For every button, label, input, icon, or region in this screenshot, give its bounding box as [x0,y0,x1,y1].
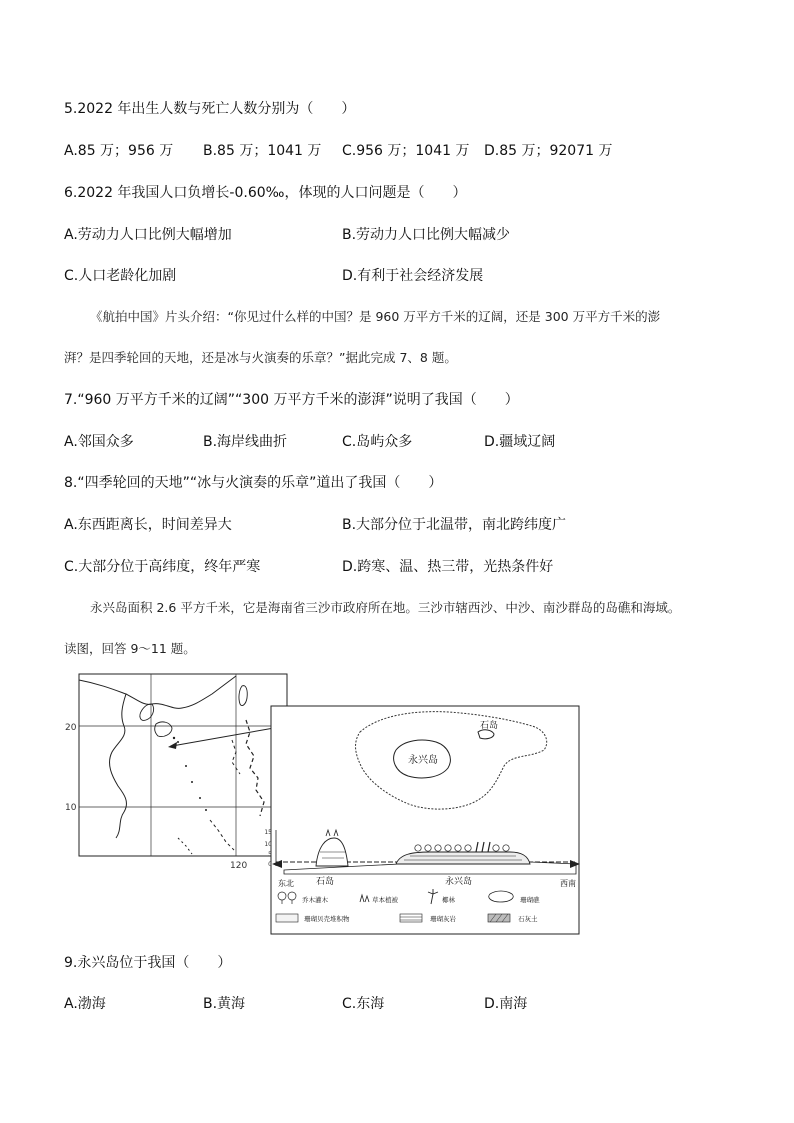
q5-option-a: A.85 万；956 万 [64,143,174,159]
q7-option-d: D.疆域辽阔 [484,434,556,450]
q6-option-c: C.人口老龄化加剧 [64,268,177,284]
lon-120-label: 120 [230,861,248,871]
yongxing-island-figure [60,670,584,938]
island-small-label: 石岛 [480,721,499,731]
legend-palm: 椰林 [442,896,455,904]
q6-option-d: D.有利于社会经济发展 [342,268,484,284]
south-china-sea-location-map [65,674,287,871]
intro-7-8-line-1: 《航拍中国》片头介绍：“你见过什么样的中国？是 960 万平方千米的辽阔，还是 300 万平方千米的澎 [90,309,661,324]
question-9-stem: 9.永兴岛位于我国（ ） [64,955,232,971]
q7-option-b: B.海岸线曲折 [203,434,288,450]
lat-10-label: 10 [65,803,77,813]
svg-text:10: 10 [264,841,272,848]
reef-icon [489,891,514,902]
q8-option-b: B.大部分位于北温带，南北跨纬度广 [342,517,567,533]
q7-option-a: A.邻国众多 [64,434,134,450]
section-left-label: 东北 [278,879,294,888]
svg-text:0: 0 [268,861,272,868]
q9-option-c: C.东海 [342,996,385,1012]
island-main-label: 永兴岛 [408,755,438,766]
legend-lime-soil: 石灰土 [518,915,538,923]
q9-option-a: A.渤海 [64,996,106,1012]
legend-limestone: 珊瑚灰岩 [430,915,456,923]
intro-9-11-line-2: 读图，回答 9～11 题。 [64,641,196,656]
q5-option-d: D.85 万；92071 万 [484,143,613,159]
yongxing-island-inset [264,706,580,934]
legend-shell-deposit: 珊瑚贝壳堆积物 [304,915,350,923]
lat-20-label: 20 [65,723,77,733]
q5-option-c: C.956 万；1041 万 [342,143,470,159]
legend-swatch-limestone [400,914,422,922]
section-right-label: 西南 [560,879,576,888]
intro-7-8-line-2: 湃？是四季轮回的天地，还是冰与火演奏的乐章？”据此完成 7、8 题。 [64,350,457,365]
q9-option-d: D.南海 [484,996,528,1012]
legend-grass: 草本植被 [372,896,398,904]
q7-option-c: C.岛屿众多 [342,434,413,450]
section-small-label: 石岛 [316,877,335,887]
legend-trees: 乔木灌木 [302,896,328,904]
q6-option-b: B.劳动力人口比例大幅减少 [342,227,511,243]
legend-swatch-shell-deposit [276,914,298,922]
intro-9-11-line-1: 永兴岛面积 2.6 平方千米，它是海南省三沙市政府所在地。三沙市辖西沙、中沙、南沙群岛的岛礁和海域。 [90,600,681,615]
svg-text:5: 5 [268,851,272,858]
svg-text:15: 15 [264,829,272,836]
q8-option-d: D.跨寒、温、热三带，光热条件好 [342,559,554,575]
question-5-stem: 5.2022 年出生人数与死亡人数分别为（ ） [64,101,356,117]
q8-option-a: A.东西距离长，时间差异大 [64,517,232,533]
question-6-stem: 6.2022 年我国人口负增长-0.60‰，体现的人口问题是（ ） [64,185,467,201]
question-7-stem: 7.“960 万平方千米的辽阔”“300 万平方千米的澎湃”说明了我国（ ） [64,392,519,408]
q5-option-b: B.85 万；1041 万 [203,143,322,159]
q6-option-a: A.劳动力人口比例大幅增加 [64,227,232,243]
question-8-stem: 8.“四季轮回的天地”“冰与火演奏的乐章”道出了我国（ ） [64,475,443,491]
q8-option-c: C.大部分位于高纬度，终年严寒 [64,559,261,575]
legend-reef: 珊瑚礁 [520,896,540,904]
section-mid-label: 永兴岛 [445,877,473,887]
q9-option-b: B.黄海 [203,996,246,1012]
